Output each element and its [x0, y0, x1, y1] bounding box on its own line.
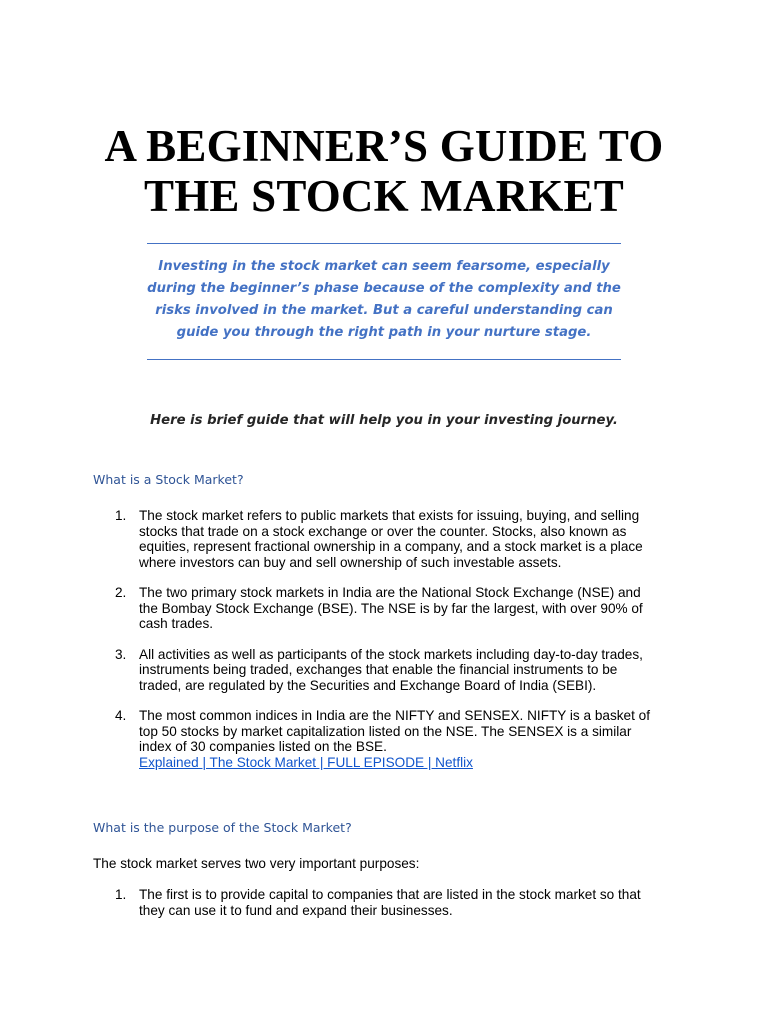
list-item-text: The two primary stock markets in India are the National Stock Exchange (NSE) and — [139, 585, 641, 600]
list-item-number: 4. — [115, 708, 127, 723]
list-item-text: stocks that trade on a stock exchange or over the counter. Stocks, also known as — [139, 523, 627, 539]
list-item-number: 2. — [115, 585, 127, 600]
list-item-text: index of 30 companies listed on the BSE. — [139, 739, 387, 754]
list-item-number: 1. — [115, 887, 127, 902]
list-item — [93, 887, 693, 918]
list-item-text: they can use it to fund and expand their businesses. — [139, 902, 453, 918]
intro-quote — [120, 256, 648, 344]
quote-line-2: during the beginner’s phase because of the complexity and the — [147, 281, 621, 296]
quote-bottom-rule — [147, 359, 621, 360]
stock-market-purposes-list — [93, 887, 693, 918]
quote-top-rule — [147, 243, 621, 244]
page-title — [40, 121, 728, 221]
list-item — [93, 508, 693, 570]
list-item-text: The stock market refers to public markets that exists for issuing, buying, and selling — [139, 508, 640, 523]
section-heading-what-is-stock-market: What is a Stock Market? — [93, 472, 244, 487]
list-item-text: where investors can buy and sell ownership of such investable assets. — [139, 554, 562, 570]
stock-market-facts-list — [93, 508, 693, 770]
purpose-intro-text: The stock market serves two very important purposes: — [93, 856, 420, 871]
list-item-text: instruments being traded, exchanges that enable the financial instruments to be — [139, 662, 618, 677]
list-item — [93, 647, 693, 694]
list-item-text: The first is to provide capital to companies that are listed in the stock market so that — [139, 887, 641, 902]
netflix-explained-link[interactable]: Explained | The Stock Market | FULL EPISODE | Netflix — [139, 754, 473, 770]
list-item-number: 3. — [115, 646, 127, 662]
list-item — [93, 585, 693, 632]
list-item-text: The most common indices in India are the NIFTY and SENSEX. NIFTY is a basket of — [139, 708, 650, 723]
title-line-1: A BEGINNER’S GUIDE TO — [104, 121, 664, 171]
list-item — [93, 708, 693, 770]
list-item-text: equities, represent fractional ownership in a company, and a stock market is a place — [139, 539, 643, 554]
title-line-2: THE STOCK MARKET — [144, 171, 624, 221]
list-item-text: cash trades. — [139, 616, 214, 631]
section-heading-purpose-of-stock-market: What is the purpose of the Stock Market? — [93, 820, 352, 835]
list-item-text: traded, are regulated by the Securities and Exchange Board of India (SEBI). — [139, 677, 597, 693]
quote-line-4: guide you through the right path in your nurture stage. — [176, 325, 592, 340]
list-item-text: top 50 stocks by market capitalization listed on the NSE. The SENSEX is a similar — [139, 723, 632, 739]
brief-guide-text: Here is brief guide that will help you in your investing journey. — [150, 413, 618, 428]
list-item-text: All activities as well as participants of the stock markets including day-to-day trades, — [139, 646, 643, 662]
list-item-number: 1. — [115, 508, 127, 523]
quote-line-1: Investing in the stock market can seem fearsome, especially — [158, 259, 610, 274]
list-item-text: the Bombay Stock Exchange (BSE). The NSE is by far the largest, with over 90% of — [139, 600, 643, 616]
quote-line-3: risks involved in the market. But a careful understanding can — [155, 303, 613, 318]
